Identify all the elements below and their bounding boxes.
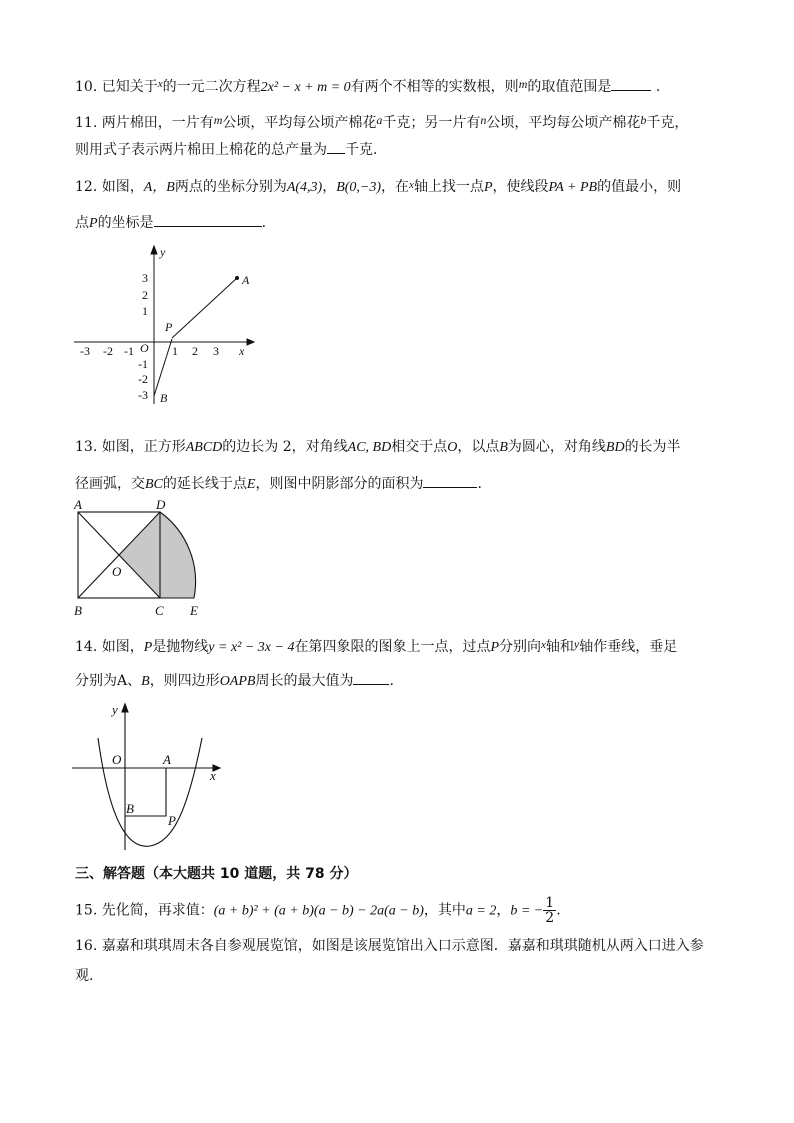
label-a: A	[163, 752, 171, 767]
x-axis-arrow	[247, 339, 254, 345]
q14-equation: y = x² − 3x − 4	[208, 640, 295, 655]
question-11-line2	[75, 139, 377, 160]
q13-text: 的延长线于点	[162, 476, 247, 492]
q14-var-x: x	[541, 639, 546, 651]
q11-text: 则用式子表示两片棉田上棉花的总产量为	[75, 142, 327, 158]
question-14-line2	[75, 670, 394, 692]
q12-expression: PA + PB	[548, 180, 598, 195]
q12-var-p: P	[483, 180, 493, 195]
q11-text: 公顷，平均每公顷产棉花	[486, 115, 641, 131]
y-tick: 2	[142, 288, 148, 302]
q13-text: 如图，正方形	[101, 439, 186, 455]
q13-bd: BD	[605, 440, 625, 455]
figure-13-square-arc	[70, 498, 220, 622]
question-16-line2: 观.	[75, 968, 94, 984]
section-3-heading: 三、解答题（本大题共 10 道题，共 78 分）	[75, 866, 358, 882]
q12-var-p: P	[89, 216, 98, 231]
answer-blank[interactable]	[353, 670, 389, 685]
question-12-line1	[75, 175, 681, 198]
shaded-sector	[160, 512, 196, 598]
y-tick: -3	[138, 388, 148, 402]
q15-comma: ，	[496, 902, 511, 919]
point-a-dot	[235, 276, 239, 280]
q14-var-y: y	[573, 637, 580, 651]
q15-expression: (a + b)² + (a + b)(a − b) − 2a(a − b)	[213, 903, 424, 919]
y-tick: -2	[138, 372, 148, 386]
question-12-line2	[75, 212, 266, 234]
y-axis-arrow	[122, 704, 128, 712]
q15-number: 15.	[75, 902, 98, 919]
question-13-line2	[75, 473, 482, 495]
label-p: P	[168, 813, 176, 828]
q12-coords-b: B(0,−3)	[336, 180, 382, 195]
q13-text: 为圆心，对角线	[507, 439, 606, 455]
q14-text: 周长的最大值为	[255, 673, 354, 689]
q15-text: 先化简，再求值：	[101, 902, 214, 919]
q11-var-b: b	[640, 113, 647, 127]
q11-var-a: a	[376, 113, 383, 127]
q12-var-x: x	[409, 179, 414, 191]
q14-point-p: P	[490, 640, 500, 655]
q13-bc: BC	[145, 477, 163, 492]
q14-separator: 、	[127, 673, 142, 689]
q12-text: ，使线段	[492, 179, 549, 195]
figure-12-coordinate-plane	[72, 242, 262, 412]
q12-text: 轴上找一点	[413, 179, 484, 195]
segment-pa	[172, 278, 237, 338]
q14-text: ，则四边形	[149, 673, 220, 689]
y-label: y	[160, 245, 166, 259]
fraction-denominator: 2	[545, 910, 555, 926]
q10-var-x: x	[157, 78, 163, 90]
q14-text: 在第四象限的图象上一点，过点	[294, 639, 491, 655]
answer-blank[interactable]	[327, 139, 345, 154]
label-e: E	[190, 603, 198, 618]
q12-text: 如图，	[101, 179, 144, 195]
q13-point-b: B	[499, 440, 508, 455]
x-tick: -2	[103, 344, 113, 358]
y-tick: -1	[138, 357, 148, 371]
q12-number: 12.	[75, 179, 98, 195]
q14-text: 分别向	[499, 639, 542, 655]
q13-text: 相交于点	[391, 439, 448, 455]
q14-text: 分别为	[75, 673, 117, 689]
q14-text: 轴作垂线，垂足	[579, 639, 678, 655]
y-label: y	[112, 702, 118, 717]
x-tick: -1	[124, 344, 134, 358]
answer-blank[interactable]	[154, 212, 262, 227]
fraction-one-half	[543, 896, 556, 925]
point-p-label: P	[165, 320, 173, 334]
question-13-line1	[75, 437, 681, 458]
q13-text: 的边长为 2，对角线	[222, 439, 348, 455]
origin-label: O	[140, 341, 149, 355]
q10-number: 10.	[75, 79, 98, 95]
x-label: x	[210, 768, 216, 783]
q12-period: .	[261, 215, 267, 231]
q13-number: 13.	[75, 439, 98, 455]
q11-text: 公顷，平均每公顷产棉花	[222, 115, 377, 131]
fraction-numerator: 1	[545, 895, 555, 911]
q12-text: 的坐标是	[97, 215, 154, 231]
figure-14-parabola	[70, 700, 230, 860]
q14-text: 如图，	[101, 639, 144, 655]
q10-text: 的取值范围是	[527, 79, 612, 95]
x-tick: 3	[213, 344, 219, 358]
q15-b-value: b = −	[510, 903, 544, 919]
q16-text: 嘉嘉和琪琪周末各自参观展览馆，如图是该展览馆出入口示意图．嘉嘉和琪琪随机从两入口进入参	[101, 938, 704, 954]
q11-number: 11.	[75, 115, 98, 131]
q12-comma: ，	[322, 179, 337, 195]
y-tick: 1	[142, 304, 148, 318]
q10-period: .	[655, 79, 661, 95]
q14-number: 14.	[75, 639, 98, 655]
q16-number: 16.	[75, 938, 98, 954]
q11-text: 千克；另一片有	[382, 115, 481, 131]
q13-point-o: O	[447, 440, 458, 455]
q13-point-e: E	[246, 477, 256, 492]
label-b: B	[126, 801, 134, 816]
q13-period: .	[477, 476, 482, 492]
q12-text: ，在	[381, 179, 410, 195]
answer-blank[interactable]	[423, 473, 477, 488]
answer-blank[interactable]	[611, 76, 651, 91]
q12-text: 两点的坐标分别为	[174, 179, 287, 195]
q12-coords-a: A(4,3)	[286, 180, 323, 195]
x-tick: 1	[172, 344, 178, 358]
y-axis-arrow	[151, 246, 157, 254]
y-tick: 3	[142, 271, 148, 285]
q12-text: 点	[75, 215, 89, 231]
q10-text: 已知关于	[101, 79, 158, 95]
question-16-line1	[75, 936, 704, 956]
q10-text: 有两个不相等的实数根，则	[350, 79, 519, 95]
q11-text: 千克.	[345, 142, 378, 158]
q13-text: 径画弧，交	[75, 476, 145, 492]
label-b: B	[74, 603, 82, 618]
q13-diagonals: AC, BD	[347, 440, 392, 455]
x-label: x	[239, 344, 245, 358]
q14-point-a: A	[117, 673, 128, 689]
q11-var-n: n	[480, 113, 487, 127]
q11-text: 千克，	[646, 115, 689, 131]
question-15	[75, 896, 561, 926]
q13-text: ，则图中阴影部分的面积为	[255, 476, 424, 492]
q11-var-m: m	[213, 113, 223, 127]
q10-var-m: m	[518, 77, 528, 91]
q13-text: ，以点	[457, 439, 500, 455]
q13-square: ABCD	[185, 440, 223, 455]
q14-period: .	[389, 673, 394, 689]
label-o: O	[112, 564, 122, 579]
x-tick: 2	[192, 344, 198, 358]
q14-point-b: B	[141, 674, 150, 689]
q14-text: 是抛物线	[152, 639, 209, 655]
x-tick: -3	[80, 344, 90, 358]
q10-equation: 2x² − x + m = 0	[260, 80, 351, 95]
label-a: A	[74, 498, 82, 512]
q15-a-value: a = 2	[465, 903, 497, 919]
q12-points: A，B	[143, 180, 175, 195]
origin-label: O	[112, 752, 122, 767]
q15-text: ，其中	[423, 902, 466, 919]
point-b-label: B	[160, 391, 168, 405]
question-11-line1	[75, 110, 688, 133]
q11-text: 两片棉田，一片有	[101, 115, 214, 131]
point-a-label: A	[242, 273, 250, 287]
question-14-line1	[75, 634, 677, 658]
q15-period: .	[556, 902, 561, 919]
q14-quadrilateral: OAPB	[219, 674, 256, 689]
q13-text: 的长为半	[624, 439, 681, 455]
segment-pb	[154, 339, 172, 396]
q14-text: 轴和	[545, 639, 574, 655]
question-10	[75, 74, 660, 98]
q14-point-p: P	[143, 640, 153, 655]
q10-text: 的一元二次方程	[162, 79, 261, 95]
label-d: D	[156, 498, 166, 512]
label-c: C	[155, 603, 164, 618]
q12-text: 的值最小，则	[597, 179, 682, 195]
